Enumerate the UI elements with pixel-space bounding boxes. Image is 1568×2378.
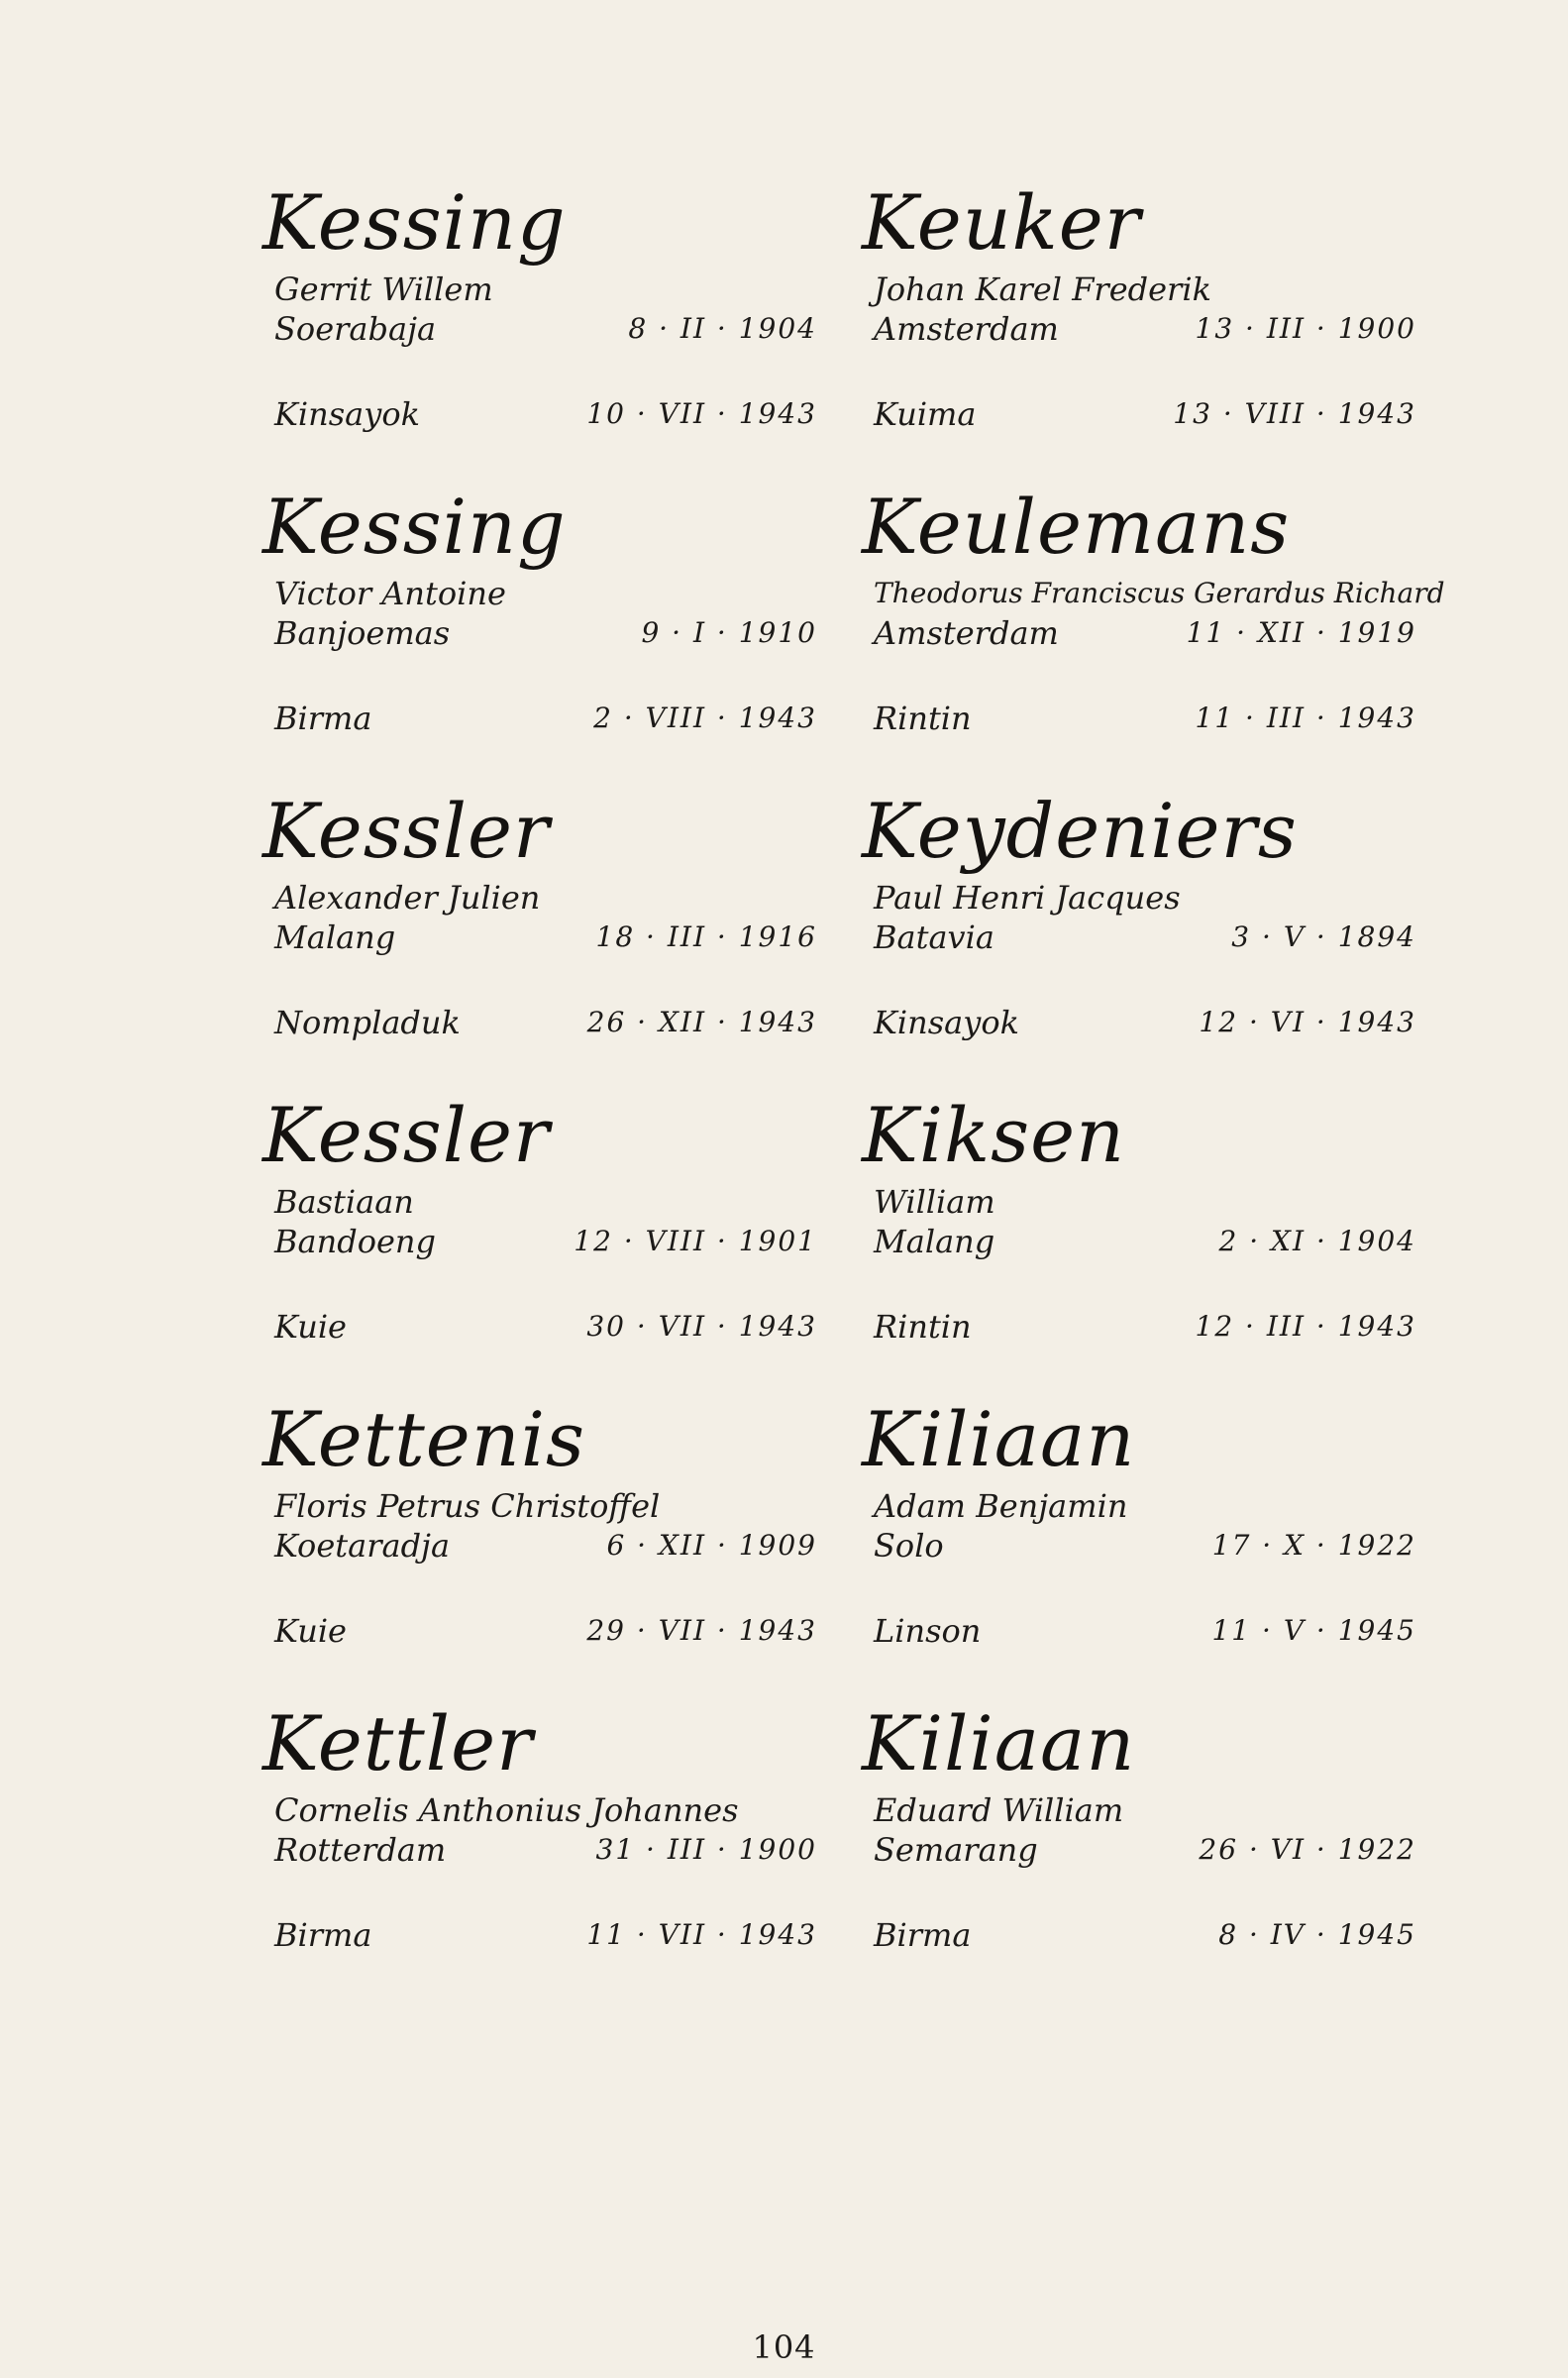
name-entry	[262, 1395, 817, 1699]
surname: Kiliaan	[862, 1395, 1136, 1483]
name-entry	[262, 483, 817, 787]
deathdate: 8 · IV · 1945	[1218, 1918, 1416, 1951]
deathplace: Birma	[274, 700, 372, 737]
name-entry	[262, 1699, 817, 2003]
deathdate: 12 · VI · 1943	[1199, 1006, 1416, 1038]
given-names: Johan Karel Frederik	[874, 270, 1211, 308]
deathplace: Kuima	[874, 395, 977, 433]
deathdate: 2 · VIII · 1943	[593, 702, 817, 734]
surname: Keulemans	[862, 483, 1291, 571]
deathdate: 29 · VII · 1943	[586, 1614, 817, 1647]
name-entry	[862, 1395, 1416, 1699]
death-line	[862, 1305, 1416, 1349]
birthdate: 2 · XI · 1904	[1218, 1225, 1416, 1257]
birthplace: Rotterdam	[274, 1831, 447, 1869]
given-names: Theodorus Franciscus Gerardus Richard	[874, 577, 1445, 609]
birthplace: Malang	[274, 919, 396, 956]
given-names-line	[262, 1180, 817, 1220]
given-names: Paul Henri Jacques	[874, 879, 1181, 917]
left-column	[262, 178, 817, 2003]
deathplace: Kinsayok	[874, 1004, 1019, 1041]
death-line	[262, 697, 817, 740]
birthplace: Batavia	[874, 919, 994, 956]
surname: Kessler	[262, 787, 551, 875]
deathdate: 12 · III · 1943	[1195, 1310, 1416, 1343]
birthdate: 13 · III · 1900	[1195, 312, 1416, 345]
name-entry	[862, 178, 1416, 483]
birth-line	[862, 307, 1416, 351]
given-names-line	[862, 1788, 1416, 1828]
birthdate: 18 · III · 1916	[595, 920, 817, 953]
given-names: Eduard William	[874, 1791, 1124, 1829]
right-column	[862, 178, 1445, 2003]
page-number: 104	[752, 2328, 816, 2366]
surname: Kettenis	[262, 1395, 586, 1483]
death-line	[862, 392, 1416, 436]
deathdate: 13 · VIII · 1943	[1173, 397, 1416, 430]
birthdate: 26 · VI · 1922	[1199, 1833, 1416, 1866]
birthdate: 11 · XII · 1919	[1186, 616, 1416, 649]
birth-line	[262, 307, 817, 351]
given-names-line	[262, 1788, 817, 1828]
given-names: Bastiaan	[274, 1183, 414, 1221]
given-names-line	[862, 1484, 1416, 1524]
surname: Kettler	[262, 1699, 534, 1787]
given-names: William	[874, 1183, 995, 1221]
name-entry	[862, 1091, 1416, 1395]
birth-line	[262, 1828, 817, 1872]
given-names-line	[862, 268, 1416, 307]
given-names-line	[262, 876, 817, 916]
surname: Kessler	[262, 1091, 551, 1179]
name-entry	[862, 787, 1416, 1091]
birth-line	[262, 611, 817, 655]
death-line	[262, 1001, 817, 1044]
given-names: Gerrit Willem	[274, 270, 493, 308]
given-names-line	[862, 1180, 1416, 1220]
name-entry	[262, 787, 817, 1091]
birthplace: Amsterdam	[874, 310, 1059, 348]
deathplace: Kuie	[274, 1612, 347, 1650]
birthdate: 9 · I · 1910	[641, 616, 817, 649]
birthplace: Soerabaja	[274, 310, 437, 348]
birthdate: 8 · II · 1904	[628, 312, 817, 345]
birth-line	[862, 611, 1416, 655]
surname: Kessing	[262, 483, 567, 571]
given-names: Cornelis Anthonius Johannes	[274, 1791, 739, 1829]
birthdate: 6 · XII · 1909	[606, 1529, 817, 1562]
death-line	[262, 1305, 817, 1349]
deathdate: 11 · III · 1943	[1195, 702, 1416, 734]
death-line	[262, 1609, 817, 1653]
given-names: Victor Antoine	[274, 575, 506, 612]
deathplace: Kuie	[274, 1308, 347, 1346]
deathdate: 11 · V · 1945	[1211, 1614, 1416, 1647]
given-names-line	[862, 876, 1416, 916]
deathplace: Nompladuk	[274, 1004, 461, 1041]
birthdate: 3 · V · 1894	[1231, 920, 1416, 953]
birth-line	[862, 1524, 1416, 1567]
surname: Kessing	[262, 178, 567, 267]
birthplace: Koetaradja	[274, 1527, 451, 1565]
deathplace: Rintin	[874, 700, 972, 737]
death-line	[862, 1001, 1416, 1044]
birthplace: Amsterdam	[874, 614, 1059, 652]
death-line	[262, 1913, 817, 1957]
death-line	[862, 1913, 1416, 1957]
deathplace: Kinsayok	[274, 395, 420, 433]
given-names-line	[262, 572, 817, 611]
name-entry	[262, 178, 817, 483]
given-names-line	[262, 1484, 817, 1524]
surname: Keydeniers	[862, 787, 1298, 875]
given-names: Adam Benjamin	[874, 1487, 1128, 1525]
death-line	[862, 1609, 1416, 1653]
deathdate: 10 · VII · 1943	[586, 397, 817, 430]
given-names-line	[862, 572, 1445, 611]
given-names: Floris Petrus Christoffel	[274, 1487, 661, 1525]
birthplace: Semarang	[874, 1831, 1038, 1869]
surname: Keuker	[862, 178, 1142, 267]
death-line	[862, 697, 1416, 740]
given-names: Alexander Julien	[274, 879, 541, 917]
birthdate: 12 · VIII · 1901	[574, 1225, 817, 1257]
surname: Kiksen	[862, 1091, 1126, 1179]
birthplace: Solo	[874, 1527, 944, 1565]
birth-line	[262, 916, 817, 959]
name-entry	[862, 1699, 1416, 2003]
birthplace: Bandoeng	[274, 1223, 436, 1260]
birth-line	[862, 1220, 1416, 1263]
death-line	[262, 392, 817, 436]
birth-line	[862, 1828, 1416, 1872]
birth-line	[262, 1524, 817, 1567]
birthdate: 31 · III · 1900	[595, 1833, 817, 1866]
given-names-line	[262, 268, 817, 307]
surname: Kiliaan	[862, 1699, 1136, 1787]
birthplace: Banjoemas	[274, 614, 451, 652]
birthdate: 17 · X · 1922	[1211, 1529, 1416, 1562]
birth-line	[262, 1220, 817, 1263]
deathplace: Birma	[874, 1916, 972, 1954]
deathdate: 30 · VII · 1943	[586, 1310, 817, 1343]
deathplace: Linson	[874, 1612, 982, 1650]
name-entry	[262, 1091, 817, 1395]
deathdate: 11 · VII · 1943	[586, 1918, 817, 1951]
deathplace: Birma	[274, 1916, 372, 1954]
name-entry	[862, 483, 1445, 787]
birth-line	[862, 916, 1416, 959]
deathplace: Rintin	[874, 1308, 972, 1346]
deathdate: 26 · XII · 1943	[586, 1006, 817, 1038]
birthplace: Malang	[874, 1223, 995, 1260]
